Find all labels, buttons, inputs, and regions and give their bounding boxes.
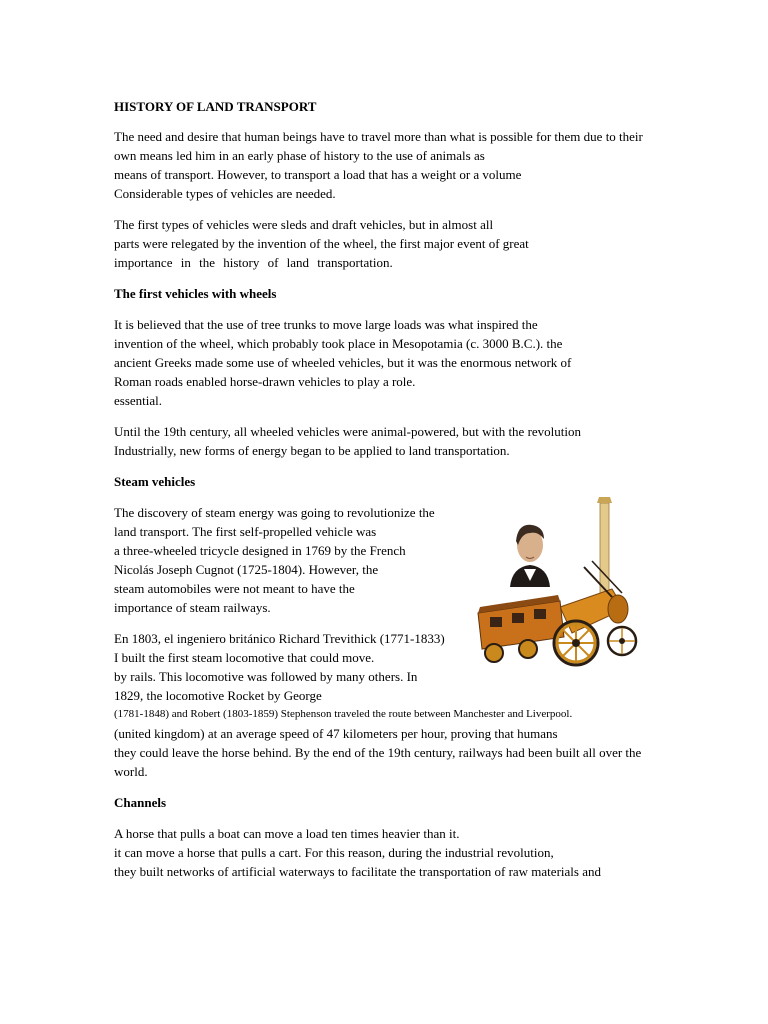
text-line: Considerable types of vehicles are needed. bbox=[114, 186, 336, 201]
text-line: importance of steam railways. bbox=[114, 600, 271, 615]
wheels-paragraph-1 bbox=[114, 315, 659, 410]
text-line: parts were relegated by the invention of the wheel, the first major event of great bbox=[114, 236, 529, 251]
text-line: (1781-1848) and Robert (1803-1859) Stephenson traveled the route between Manchester and Liverpool. bbox=[114, 708, 573, 720]
text-line: (united kingdom) at an average speed of 47 kilometers per hour, proving that humans bbox=[114, 726, 558, 741]
text-line: steam automobiles were not meant to have the bbox=[114, 581, 355, 596]
text-line: Industrially, new forms of energy began to be applied to land transportation. bbox=[114, 443, 510, 458]
document-body bbox=[114, 97, 659, 893]
text-line: Until the 19th century, all wheeled vehicles were animal-powered, but with the revolution bbox=[114, 424, 582, 439]
document-title: HISTORY OF LAND TRANSPORT bbox=[114, 99, 317, 114]
text-line: they built networks of artificial waterways to facilitate the transportation of raw materials and bbox=[114, 864, 601, 879]
text-line: essential. bbox=[114, 393, 163, 408]
text-line: by rails. This locomotive was followed by many others. In bbox=[114, 669, 418, 684]
text-line: Roman roads enabled horse-drawn vehicles to play a role. bbox=[114, 374, 416, 389]
channels-paragraph-1 bbox=[114, 824, 659, 881]
text-line: The first types of vehicles were sleds and draft vehicles, but in almost all bbox=[114, 217, 494, 232]
wheels-paragraph-2 bbox=[114, 422, 659, 460]
text-line: The discovery of steam energy was going to revolutionize the bbox=[114, 505, 435, 520]
rocket-locomotive-image bbox=[478, 497, 636, 665]
text-line: The need and desire that human beings have to travel more than what is possible for them due to their bbox=[114, 129, 643, 144]
text-line: Nicolás Joseph Cugnot (1725-1804). However, the bbox=[114, 562, 379, 577]
text-line: means of transport. However, to transport a load that has a weight or a volume bbox=[114, 167, 522, 182]
text-line: world. bbox=[114, 764, 148, 779]
text-line: ancient Greeks made some use of wheeled vehicles, but it was the enormous network of bbox=[114, 355, 572, 370]
text-line: 1829, the locomotive Rocket by George bbox=[114, 688, 322, 703]
text-line: importance in the history of land transportation. bbox=[114, 255, 393, 270]
intro-paragraph-1 bbox=[114, 127, 659, 203]
section-heading-steam: Steam vehicles bbox=[114, 474, 196, 489]
text-line: land transport. The first self-propelled vehicle was bbox=[114, 524, 377, 539]
text-line: it can move a horse that pulls a cart. For this reason, during the industrial revolution, bbox=[114, 845, 554, 860]
section-heading-channels: Channels bbox=[114, 795, 167, 810]
locomotive-illustration bbox=[472, 497, 638, 677]
text-line: A horse that pulls a boat can move a load ten times heavier than it. bbox=[114, 826, 460, 841]
text-line: En 1803, el ingeniero británico Richard Trevithick (1771-1833) bbox=[114, 631, 445, 646]
text-line: I built the first steam locomotive that could move. bbox=[114, 650, 375, 665]
intro-paragraph-2 bbox=[114, 215, 659, 272]
text-line: invention of the wheel, which probably took place in Mesopotamia (c. 3000 B.C.). the bbox=[114, 336, 563, 351]
text-line: they could leave the horse behind. By the end of the 19th century, railways had been built all over the bbox=[114, 745, 642, 760]
portrait-image bbox=[510, 525, 550, 587]
text-line: own means led him in an early phase of history to the use of animals as bbox=[114, 148, 485, 163]
text-line: a three-wheeled tricycle designed in 1769 by the French bbox=[114, 543, 406, 558]
section-heading-wheels: The first vehicles with wheels bbox=[114, 286, 277, 301]
text-line: It is believed that the use of tree trunks to move large loads was what inspired the bbox=[114, 317, 538, 332]
